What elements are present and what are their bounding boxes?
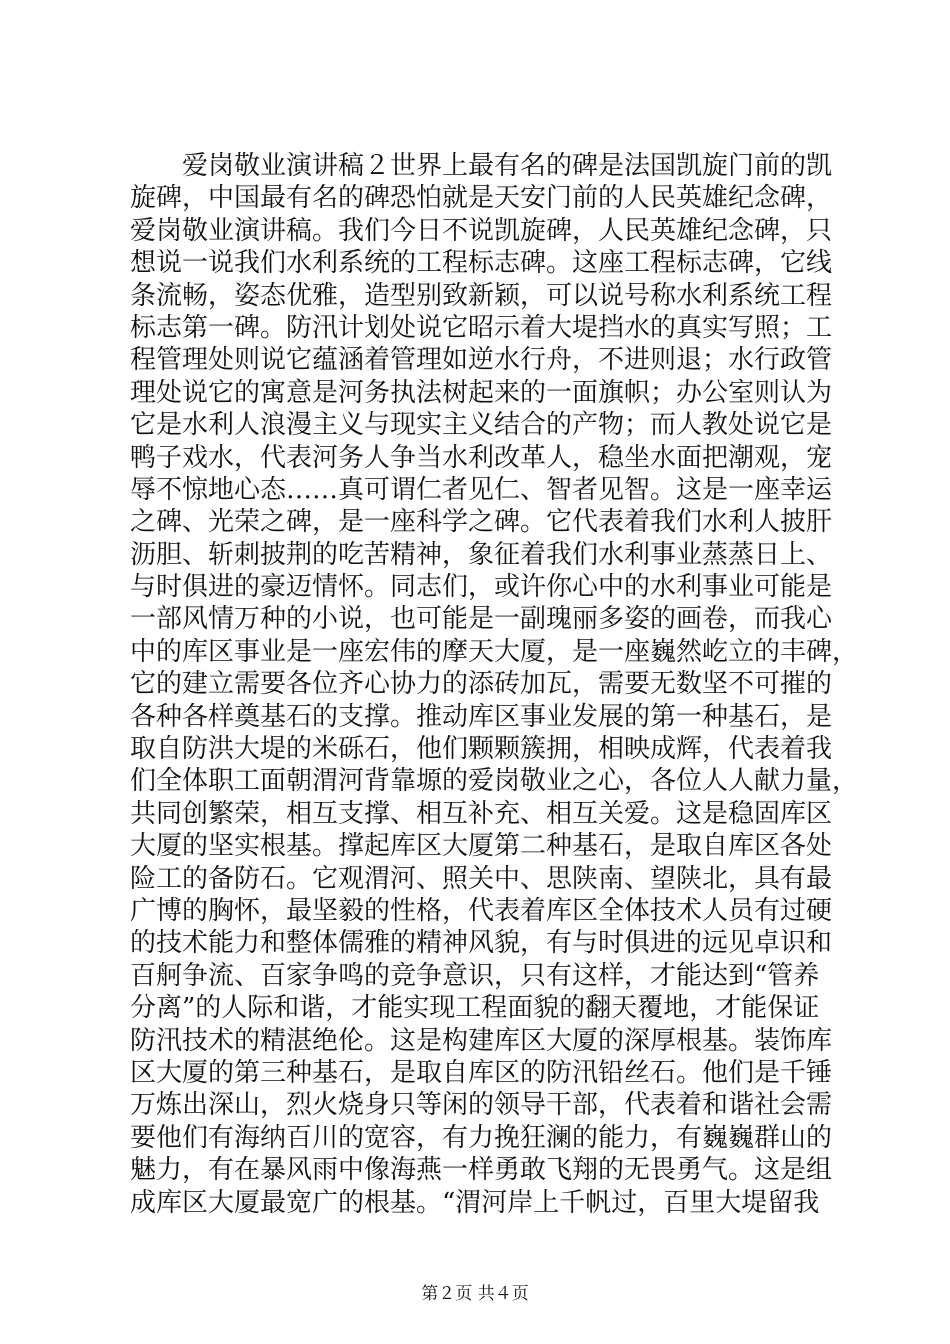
text-line: 标志第一碑。防汛计划处说它昭示着大堤挡水的真实写照；工 <box>130 312 833 343</box>
text-line: 万炼出深山，烈火烧身只等闲的领导干部，代表着和谐社会需 <box>130 1090 833 1121</box>
text-line: 共同创繁荣，相互支撑、相互补充、相互关爱。这是稳固库区 <box>130 798 833 829</box>
text-line: 区大厦的第三种基石，是取自库区的防汛铅丝石。他们是千锤 <box>130 1057 833 1088</box>
text-line: 爱岗敬业演讲稿。我们今日不说凯旋碑，人民英雄纪念碑，只 <box>130 215 833 246</box>
text-line: 它的建立需要各位齐心协力的添砖加瓦，需要无数坚不可摧的 <box>130 669 833 700</box>
text-line: 广博的胸怀，最坚毅的性格，代表着库区全体技术人员有过硬 <box>130 895 833 926</box>
text-line: 大厦的坚实根基。撑起库区大厦第二种基石，是取自库区各处 <box>130 831 833 862</box>
text-line: 旋碑，中国最有名的碑恐怕就是天安门前的人民英雄纪念碑， <box>130 183 833 214</box>
text-line: 辱不惊地心态……真可谓仁者见仁、智者见智。这是一座幸运 <box>130 474 833 505</box>
text-line: 中的库区事业是一座宏伟的摩天大厦，是一座巍然屹立的丰碑， <box>130 636 859 667</box>
text-line: 各种各样奠基石的支撑。推动库区事业发展的第一种基石，是 <box>130 701 833 732</box>
text-line: 分离”的人际和谐，才能实现工程面貌的翻天覆地，才能保证 <box>130 993 820 1024</box>
text-line: 鸭子戏水，代表河务人争当水利改革人，稳坐水面把潮观，宠 <box>130 442 833 473</box>
text-line: 要他们有海纳百川的宽容，有力挽狂澜的能力，有巍巍群山的 <box>130 1122 833 1153</box>
text-line: 防汛技术的精湛绝伦。这是构建库区大厦的深厚根基。装饰库 <box>130 1025 833 1056</box>
text-line: 条流畅，姿态优雅，造型别致新颖，可以说号称水利系统工程 <box>130 280 833 311</box>
text-line: 的技术能力和整体儒雅的精神风貌，有与时俱进的远见卓识和 <box>130 928 833 959</box>
text-line: 想说一说我们水利系统的工程标志碑。这座工程标志碑，它线 <box>130 248 833 279</box>
text-line: 一部风情万种的小说，也可能是一副瑰丽多姿的画卷，而我心 <box>130 604 833 635</box>
text-line: 它是水利人浪漫主义与现实主义结合的产物；而人教处说它是 <box>130 410 833 441</box>
text-line: 们全体职工面朝渭河背靠塬的爱岗敬业之心，各位人人献力量， <box>130 766 859 797</box>
text-line: 理处说它的寓意是河务执法树起来的一面旗帜；办公室则认为 <box>130 377 833 408</box>
text-line: 与时俱进的豪迈情怀。同志们，或许你心中的水利事业可能是 <box>130 572 833 603</box>
text-line: 魅力，有在暴风雨中像海燕一样勇敢飞翔的无畏勇气。这是组 <box>130 1155 833 1186</box>
page-number-footer: 第２页 共４页 <box>421 1284 529 1304</box>
text-line: 程管理处则说它蕴涵着管理如逆水行舟，不进则退；水行政管 <box>130 345 833 376</box>
text-line: 之碑、光荣之碑，是一座科学之碑。它代表着我们水利人披肝 <box>130 507 833 538</box>
text-line: 沥胆、斩刺披荆的吃苦精神，象征着我们水利事业蒸蒸日上、 <box>130 539 833 570</box>
text-line: 险工的备防石。它观渭河、照关中、思陕南、望陕北，具有最 <box>130 863 833 894</box>
text-line: 百舸争流、百家争鸣的竞争意识，只有这样，才能达到“管养 <box>130 960 820 991</box>
text-line: 成库区大厦最宽广的根基。“渭河岸上千帆过，百里大堤留我 <box>130 1187 820 1218</box>
text-line: 爱岗敬业演讲稿２世界上最有名的碑是法国凯旋门前的凯 <box>182 151 833 181</box>
body-paragraph <box>130 150 859 1219</box>
text-line: 取自防洪大堤的米砾石，他们颗颗簇拥，相映成辉，代表着我 <box>130 734 833 765</box>
